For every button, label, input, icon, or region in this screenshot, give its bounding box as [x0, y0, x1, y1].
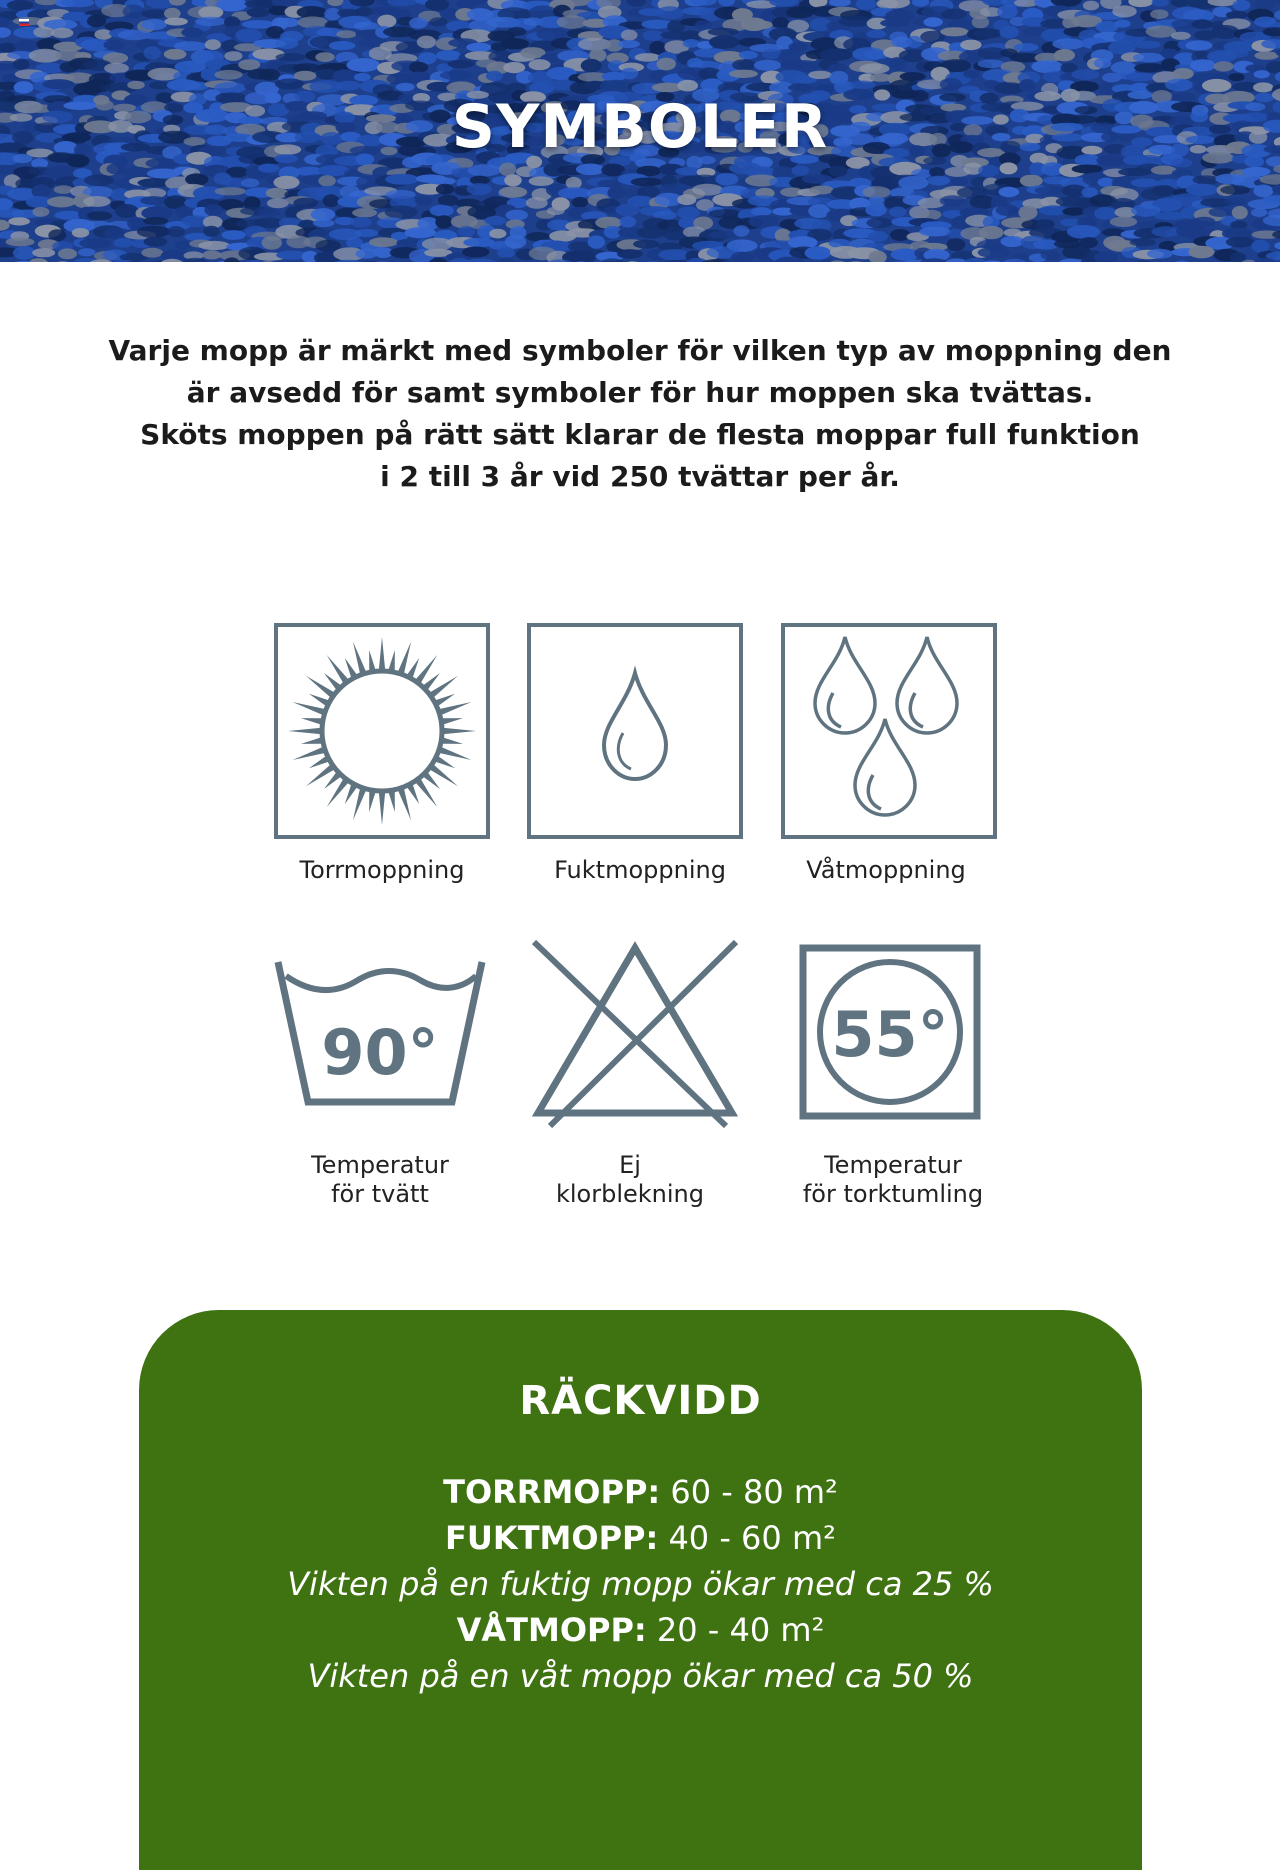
sun-ray	[440, 702, 471, 715]
rackvidd-title: RÄCKVIDD	[139, 1378, 1142, 1424]
torrmopp-line	[139, 1472, 1142, 1512]
sun-ray	[444, 728, 476, 734]
tumble-dry-icon	[799, 944, 981, 1120]
label-line: för torktumling	[803, 1180, 983, 1209]
vat-weight-note: Vikten på en våt mopp ökar med ca 50 %	[139, 1656, 1142, 1696]
flag-icon	[19, 19, 29, 26]
label-line: för tvätt	[311, 1180, 449, 1209]
sun-ray	[369, 650, 375, 670]
fuktmopp-line	[139, 1518, 1142, 1558]
sun-ray	[398, 789, 411, 820]
sun-ray	[389, 792, 395, 812]
sun-ray	[389, 650, 395, 670]
intro-line: i 2 till 3 år vid 250 tvättar per år.	[100, 456, 1180, 498]
sun-ray	[288, 728, 320, 734]
sun-ray	[436, 694, 455, 706]
sun-ray	[345, 658, 357, 677]
page-title: SYMBOLER	[0, 92, 1280, 162]
wash-tub-icon	[272, 958, 488, 1108]
label-line: Temperatur	[803, 1151, 983, 1180]
intro-text	[100, 330, 1180, 498]
label-line: klorblekning	[556, 1180, 704, 1209]
symbol-damp-mopping	[527, 623, 743, 839]
sun-ray	[369, 792, 375, 812]
fukt-weight-note: Vikten på en fuktig mopp ökar med ca 25 %	[139, 1564, 1142, 1604]
sun-ray	[443, 718, 463, 724]
no-bleach-icon	[530, 938, 740, 1130]
symbol-tumble-dry	[799, 944, 981, 1120]
label-damp-mopping: Fuktmoppning	[554, 856, 726, 885]
label-wash-temperature	[311, 1151, 449, 1209]
intro-line: Varje mopp är märkt med symboler för vilken typ av moppning den	[100, 330, 1180, 372]
symbol-wash-temperature	[272, 958, 488, 1108]
sun-ray	[440, 747, 471, 760]
vatmopp-line	[139, 1610, 1142, 1650]
fuktmopp-label: FUKTMOPP:	[445, 1519, 658, 1557]
single-drop-icon	[527, 623, 743, 839]
sun-ray	[379, 793, 385, 825]
label-line: Ej	[556, 1151, 704, 1180]
fuktmopp-value: 40 - 60 m²	[658, 1519, 836, 1557]
symbol-no-bleach	[530, 938, 740, 1130]
torrmopp-label: TORRMOPP:	[443, 1473, 660, 1511]
wash-temperature-value: 90°	[321, 1016, 438, 1089]
symbol-wet-mopping	[781, 623, 997, 839]
sun-ray	[301, 718, 321, 724]
sun-ray	[407, 785, 419, 804]
rackvidd-panel	[139, 1310, 1142, 1870]
tumble-dry-value: 55°	[831, 998, 948, 1071]
sun-ray	[398, 642, 411, 673]
sun-ray	[353, 789, 366, 820]
sun-ray	[379, 637, 385, 669]
label-wet-mopping: Våtmoppning	[806, 856, 966, 885]
torrmopp-value: 60 - 80 m²	[660, 1473, 838, 1511]
sun-ray	[293, 747, 324, 760]
three-drops-icon	[781, 623, 997, 839]
sun-ray	[301, 738, 321, 744]
header-banner	[0, 0, 1280, 262]
sun-icon	[274, 623, 490, 839]
sun-ray	[309, 694, 328, 706]
sun-ray	[293, 702, 324, 715]
sun-ray	[443, 738, 463, 744]
sun-ray	[345, 785, 357, 804]
intro-line: är avsedd för samt symboler för hur moppen ska tvättas.	[100, 372, 1180, 414]
symbol-dry-mopping	[274, 623, 490, 839]
vatmopp-label: VÅTMOPP:	[457, 1611, 647, 1649]
label-tumble-dry	[803, 1151, 983, 1209]
sun-ray	[353, 642, 366, 673]
sun-ray	[309, 756, 328, 768]
vatmopp-value: 20 - 40 m²	[647, 1611, 825, 1649]
label-line: Temperatur	[311, 1151, 449, 1180]
sun-ray	[407, 658, 419, 677]
intro-line: Sköts moppen på rätt sätt klarar de flesta moppar full funktion	[100, 414, 1180, 456]
label-dry-mopping: Torrmoppning	[299, 856, 464, 885]
sun-ray	[436, 756, 455, 768]
label-no-bleach	[556, 1151, 704, 1209]
